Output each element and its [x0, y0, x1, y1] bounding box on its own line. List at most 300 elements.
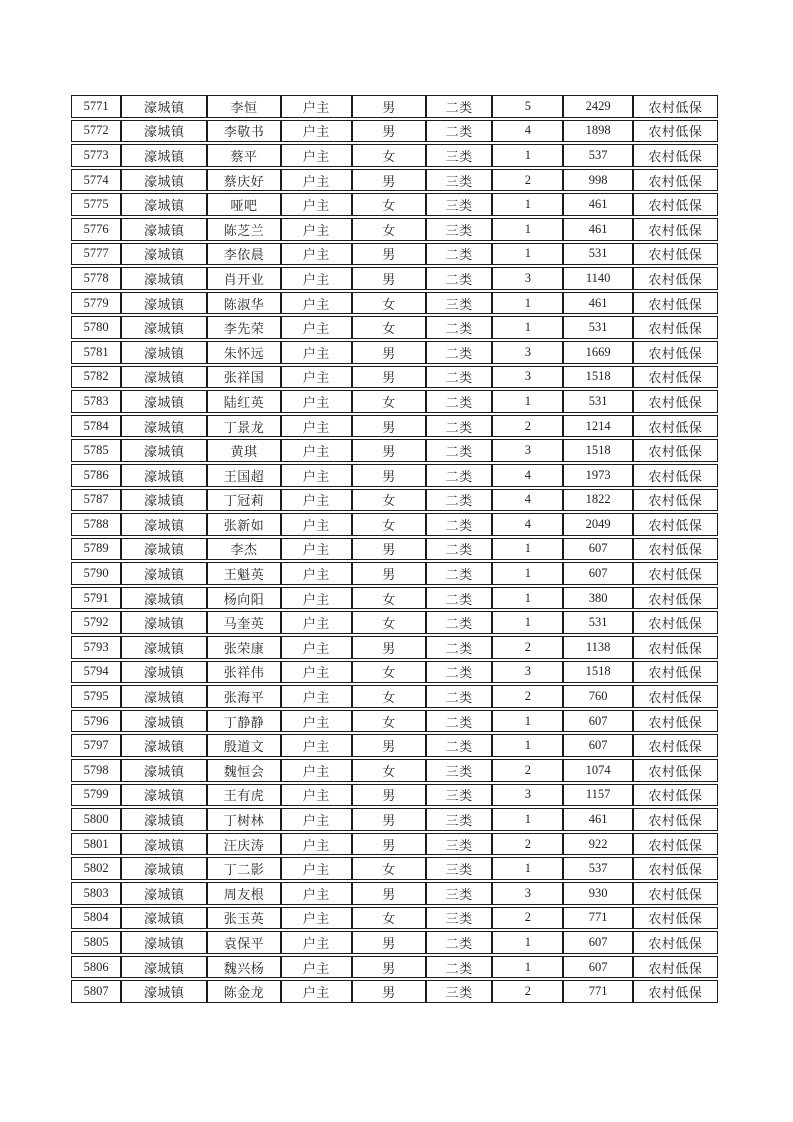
cell-relation: 户主: [281, 857, 352, 880]
cell-serial: 5789: [71, 538, 121, 561]
table-row: [71, 218, 718, 241]
cell-amount: 922: [563, 833, 632, 856]
cell-gender: 男: [352, 267, 426, 290]
table-row: [71, 734, 718, 757]
table-row: [71, 907, 718, 930]
cell-gender: 女: [352, 759, 426, 782]
cell-town: 濠城镇: [121, 857, 207, 880]
table-row: [71, 513, 718, 536]
cell-relation: 户主: [281, 267, 352, 290]
cell-amount: 607: [563, 734, 632, 757]
cell-serial: 5799: [71, 784, 121, 807]
cell-category: 二类: [426, 562, 492, 585]
cell-name: 肖开业: [207, 267, 280, 290]
cell-name: 张海平: [207, 685, 280, 708]
cell-category: 二类: [426, 710, 492, 733]
cell-town: 濠城镇: [121, 464, 207, 487]
cell-welfare-type: 农村低保: [633, 636, 718, 659]
cell-serial: 5796: [71, 710, 121, 733]
cell-category: 二类: [426, 243, 492, 266]
cell-relation: 户主: [281, 661, 352, 684]
cell-welfare-type: 农村低保: [633, 857, 718, 880]
cell-town: 濠城镇: [121, 907, 207, 930]
table-row: [71, 710, 718, 733]
cell-welfare-type: 农村低保: [633, 489, 718, 512]
table-row: [71, 169, 718, 192]
cell-persons: 2: [492, 980, 563, 1003]
cell-persons: 4: [492, 464, 563, 487]
cell-amount: 531: [563, 316, 632, 339]
cell-persons: 1: [492, 857, 563, 880]
cell-name: 汪庆涛: [207, 833, 280, 856]
cell-category: 二类: [426, 611, 492, 634]
cell-amount: 537: [563, 144, 632, 167]
cell-persons: 1: [492, 956, 563, 979]
cell-town: 濠城镇: [121, 587, 207, 610]
table-row: [71, 390, 718, 413]
cell-town: 濠城镇: [121, 95, 207, 118]
cell-amount: 531: [563, 243, 632, 266]
cell-category: 三类: [426, 169, 492, 192]
cell-serial: 5803: [71, 882, 121, 905]
cell-persons: 4: [492, 120, 563, 143]
table-row: [71, 464, 718, 487]
cell-town: 濠城镇: [121, 562, 207, 585]
cell-relation: 户主: [281, 808, 352, 831]
cell-amount: 531: [563, 390, 632, 413]
cell-relation: 户主: [281, 636, 352, 659]
table-body: [71, 95, 718, 1003]
table-row: [71, 439, 718, 462]
cell-town: 濠城镇: [121, 292, 207, 315]
cell-name: 李先荣: [207, 316, 280, 339]
cell-name: 陈淑华: [207, 292, 280, 315]
cell-welfare-type: 农村低保: [633, 439, 718, 462]
cell-amount: 1214: [563, 415, 632, 438]
cell-category: 三类: [426, 980, 492, 1003]
cell-persons: 1: [492, 562, 563, 585]
cell-serial: 5790: [71, 562, 121, 585]
cell-welfare-type: 农村低保: [633, 538, 718, 561]
cell-name: 李恒: [207, 95, 280, 118]
cell-category: 三类: [426, 759, 492, 782]
cell-name: 丁静静: [207, 710, 280, 733]
cell-serial: 5802: [71, 857, 121, 880]
cell-amount: 1518: [563, 366, 632, 389]
cell-name: 殷道文: [207, 734, 280, 757]
table-row: [71, 685, 718, 708]
cell-town: 濠城镇: [121, 784, 207, 807]
cell-amount: 461: [563, 292, 632, 315]
cell-amount: 1518: [563, 439, 632, 462]
cell-amount: 771: [563, 980, 632, 1003]
cell-welfare-type: 农村低保: [633, 243, 718, 266]
cell-category: 二类: [426, 587, 492, 610]
cell-name: 丁冠莉: [207, 489, 280, 512]
cell-gender: 女: [352, 857, 426, 880]
cell-welfare-type: 农村低保: [633, 464, 718, 487]
cell-relation: 户主: [281, 956, 352, 979]
cell-serial: 5801: [71, 833, 121, 856]
cell-welfare-type: 农村低保: [633, 685, 718, 708]
cell-relation: 户主: [281, 759, 352, 782]
cell-persons: 3: [492, 439, 563, 462]
table-row: [71, 833, 718, 856]
cell-category: 二类: [426, 341, 492, 364]
table-row: [71, 243, 718, 266]
cell-town: 濠城镇: [121, 808, 207, 831]
cell-category: 二类: [426, 464, 492, 487]
cell-serial: 5798: [71, 759, 121, 782]
cell-relation: 户主: [281, 784, 352, 807]
cell-welfare-type: 农村低保: [633, 390, 718, 413]
cell-amount: 1138: [563, 636, 632, 659]
cell-serial: 5788: [71, 513, 121, 536]
cell-serial: 5773: [71, 144, 121, 167]
cell-persons: 2: [492, 907, 563, 930]
cell-amount: 380: [563, 587, 632, 610]
cell-gender: 男: [352, 956, 426, 979]
table-row: [71, 611, 718, 634]
table-row: [71, 882, 718, 905]
cell-gender: 女: [352, 390, 426, 413]
cell-relation: 户主: [281, 464, 352, 487]
cell-amount: 2049: [563, 513, 632, 536]
cell-amount: 1822: [563, 489, 632, 512]
cell-persons: 1: [492, 292, 563, 315]
cell-name: 魏兴杨: [207, 956, 280, 979]
cell-town: 濠城镇: [121, 661, 207, 684]
cell-welfare-type: 农村低保: [633, 513, 718, 536]
cell-gender: 女: [352, 685, 426, 708]
cell-town: 濠城镇: [121, 218, 207, 241]
cell-welfare-type: 农村低保: [633, 366, 718, 389]
cell-town: 濠城镇: [121, 120, 207, 143]
cell-persons: 1: [492, 931, 563, 954]
cell-welfare-type: 农村低保: [633, 193, 718, 216]
cell-gender: 女: [352, 193, 426, 216]
cell-category: 二类: [426, 95, 492, 118]
cell-amount: 1518: [563, 661, 632, 684]
cell-amount: 607: [563, 562, 632, 585]
table-row: [71, 636, 718, 659]
cell-gender: 男: [352, 120, 426, 143]
cell-gender: 女: [352, 218, 426, 241]
cell-amount: 461: [563, 218, 632, 241]
cell-category: 三类: [426, 193, 492, 216]
cell-category: 二类: [426, 267, 492, 290]
welfare-roster-table: [71, 93, 718, 1005]
cell-town: 濠城镇: [121, 513, 207, 536]
cell-serial: 5780: [71, 316, 121, 339]
cell-welfare-type: 农村低保: [633, 931, 718, 954]
cell-gender: 女: [352, 489, 426, 512]
cell-serial: 5791: [71, 587, 121, 610]
cell-welfare-type: 农村低保: [633, 882, 718, 905]
cell-persons: 1: [492, 218, 563, 241]
cell-town: 濠城镇: [121, 956, 207, 979]
cell-serial: 5776: [71, 218, 121, 241]
cell-relation: 户主: [281, 316, 352, 339]
cell-category: 二类: [426, 513, 492, 536]
cell-gender: 男: [352, 415, 426, 438]
cell-persons: 2: [492, 759, 563, 782]
cell-welfare-type: 农村低保: [633, 661, 718, 684]
cell-town: 濠城镇: [121, 193, 207, 216]
table-row: [71, 562, 718, 585]
cell-welfare-type: 农村低保: [633, 292, 718, 315]
cell-persons: 1: [492, 390, 563, 413]
cell-town: 濠城镇: [121, 144, 207, 167]
cell-amount: 607: [563, 956, 632, 979]
table-row: [71, 144, 718, 167]
table-row: [71, 931, 718, 954]
cell-town: 濠城镇: [121, 489, 207, 512]
cell-relation: 户主: [281, 169, 352, 192]
cell-serial: 5807: [71, 980, 121, 1003]
cell-persons: 2: [492, 169, 563, 192]
cell-welfare-type: 农村低保: [633, 759, 718, 782]
cell-gender: 男: [352, 808, 426, 831]
cell-category: 二类: [426, 931, 492, 954]
cell-amount: 930: [563, 882, 632, 905]
cell-persons: 1: [492, 587, 563, 610]
cell-welfare-type: 农村低保: [633, 267, 718, 290]
cell-welfare-type: 农村低保: [633, 734, 718, 757]
cell-relation: 户主: [281, 390, 352, 413]
cell-serial: 5784: [71, 415, 121, 438]
cell-welfare-type: 农村低保: [633, 415, 718, 438]
cell-persons: 1: [492, 193, 563, 216]
cell-name: 蔡平: [207, 144, 280, 167]
cell-gender: 男: [352, 784, 426, 807]
cell-category: 二类: [426, 316, 492, 339]
cell-amount: 537: [563, 857, 632, 880]
table-row: [71, 808, 718, 831]
cell-persons: 1: [492, 144, 563, 167]
cell-name: 周友根: [207, 882, 280, 905]
cell-gender: 男: [352, 833, 426, 856]
cell-relation: 户主: [281, 144, 352, 167]
cell-serial: 5777: [71, 243, 121, 266]
cell-relation: 户主: [281, 538, 352, 561]
cell-category: 二类: [426, 489, 492, 512]
cell-serial: 5797: [71, 734, 121, 757]
cell-welfare-type: 农村低保: [633, 611, 718, 634]
cell-serial: 5800: [71, 808, 121, 831]
cell-gender: 女: [352, 710, 426, 733]
cell-serial: 5782: [71, 366, 121, 389]
cell-category: 三类: [426, 144, 492, 167]
cell-relation: 户主: [281, 833, 352, 856]
cell-persons: 1: [492, 243, 563, 266]
cell-name: 李杰: [207, 538, 280, 561]
cell-amount: 1898: [563, 120, 632, 143]
cell-relation: 户主: [281, 685, 352, 708]
cell-relation: 户主: [281, 907, 352, 930]
cell-gender: 男: [352, 562, 426, 585]
table-row: [71, 759, 718, 782]
cell-gender: 女: [352, 292, 426, 315]
cell-name: 黄琪: [207, 439, 280, 462]
table-row: [71, 341, 718, 364]
cell-welfare-type: 农村低保: [633, 980, 718, 1003]
cell-persons: 3: [492, 882, 563, 905]
cell-town: 濠城镇: [121, 316, 207, 339]
cell-welfare-type: 农村低保: [633, 784, 718, 807]
cell-gender: 女: [352, 611, 426, 634]
cell-serial: 5804: [71, 907, 121, 930]
cell-relation: 户主: [281, 218, 352, 241]
cell-category: 三类: [426, 857, 492, 880]
cell-relation: 户主: [281, 562, 352, 585]
cell-amount: 1973: [563, 464, 632, 487]
cell-gender: 女: [352, 661, 426, 684]
cell-welfare-type: 农村低保: [633, 169, 718, 192]
cell-category: 二类: [426, 734, 492, 757]
cell-name: 朱怀远: [207, 341, 280, 364]
cell-serial: 5772: [71, 120, 121, 143]
cell-relation: 户主: [281, 931, 352, 954]
cell-town: 濠城镇: [121, 734, 207, 757]
cell-welfare-type: 农村低保: [633, 710, 718, 733]
cell-relation: 户主: [281, 439, 352, 462]
cell-serial: 5786: [71, 464, 121, 487]
table-row: [71, 587, 718, 610]
table-row: [71, 120, 718, 143]
cell-persons: 4: [492, 489, 563, 512]
cell-gender: 男: [352, 980, 426, 1003]
cell-persons: 1: [492, 611, 563, 634]
cell-town: 濠城镇: [121, 833, 207, 856]
table-row: [71, 415, 718, 438]
cell-welfare-type: 农村低保: [633, 144, 718, 167]
cell-relation: 户主: [281, 415, 352, 438]
cell-amount: 461: [563, 193, 632, 216]
cell-name: 哑吧: [207, 193, 280, 216]
cell-amount: 1157: [563, 784, 632, 807]
cell-persons: 2: [492, 833, 563, 856]
cell-gender: 男: [352, 734, 426, 757]
cell-serial: 5793: [71, 636, 121, 659]
cell-name: 陈芝兰: [207, 218, 280, 241]
cell-relation: 户主: [281, 611, 352, 634]
cell-welfare-type: 农村低保: [633, 341, 718, 364]
cell-name: 蔡庆好: [207, 169, 280, 192]
table-row: [71, 267, 718, 290]
cell-persons: 2: [492, 415, 563, 438]
cell-welfare-type: 农村低保: [633, 316, 718, 339]
cell-name: 丁二影: [207, 857, 280, 880]
cell-town: 濠城镇: [121, 980, 207, 1003]
cell-category: 二类: [426, 636, 492, 659]
table-row: [71, 95, 718, 118]
cell-persons: 2: [492, 636, 563, 659]
cell-persons: 1: [492, 538, 563, 561]
cell-welfare-type: 农村低保: [633, 956, 718, 979]
cell-category: 二类: [426, 366, 492, 389]
cell-town: 濠城镇: [121, 685, 207, 708]
cell-name: 张新如: [207, 513, 280, 536]
cell-welfare-type: 农村低保: [633, 218, 718, 241]
cell-welfare-type: 农村低保: [633, 808, 718, 831]
cell-gender: 男: [352, 464, 426, 487]
cell-town: 濠城镇: [121, 243, 207, 266]
cell-serial: 5785: [71, 439, 121, 462]
cell-category: 二类: [426, 538, 492, 561]
cell-category: 二类: [426, 439, 492, 462]
cell-town: 濠城镇: [121, 759, 207, 782]
cell-gender: 男: [352, 882, 426, 905]
cell-relation: 户主: [281, 193, 352, 216]
cell-town: 濠城镇: [121, 341, 207, 364]
cell-persons: 5: [492, 95, 563, 118]
cell-relation: 户主: [281, 341, 352, 364]
cell-gender: 男: [352, 636, 426, 659]
cell-relation: 户主: [281, 95, 352, 118]
table-row: [71, 784, 718, 807]
cell-welfare-type: 农村低保: [633, 95, 718, 118]
cell-persons: 3: [492, 341, 563, 364]
cell-name: 马奎英: [207, 611, 280, 634]
cell-serial: 5771: [71, 95, 121, 118]
table-row: [71, 661, 718, 684]
cell-town: 濠城镇: [121, 636, 207, 659]
cell-persons: 1: [492, 734, 563, 757]
cell-persons: 1: [492, 808, 563, 831]
cell-welfare-type: 农村低保: [633, 562, 718, 585]
cell-gender: 女: [352, 316, 426, 339]
cell-gender: 男: [352, 243, 426, 266]
cell-name: 王国超: [207, 464, 280, 487]
cell-gender: 男: [352, 366, 426, 389]
cell-relation: 户主: [281, 587, 352, 610]
cell-amount: 607: [563, 931, 632, 954]
cell-category: 二类: [426, 661, 492, 684]
cell-persons: 4: [492, 513, 563, 536]
cell-amount: 1140: [563, 267, 632, 290]
cell-relation: 户主: [281, 120, 352, 143]
cell-gender: 男: [352, 169, 426, 192]
cell-gender: 男: [352, 95, 426, 118]
cell-name: 王魁英: [207, 562, 280, 585]
cell-persons: 3: [492, 267, 563, 290]
cell-persons: 3: [492, 661, 563, 684]
cell-persons: 3: [492, 784, 563, 807]
cell-welfare-type: 农村低保: [633, 120, 718, 143]
table-row: [71, 489, 718, 512]
table-row: [71, 292, 718, 315]
cell-town: 濠城镇: [121, 538, 207, 561]
cell-name: 张荣康: [207, 636, 280, 659]
cell-name: 魏恒会: [207, 759, 280, 782]
cell-welfare-type: 农村低保: [633, 907, 718, 930]
cell-name: 袁保平: [207, 931, 280, 954]
cell-gender: 女: [352, 907, 426, 930]
cell-town: 濠城镇: [121, 611, 207, 634]
cell-name: 李敬书: [207, 120, 280, 143]
cell-serial: 5806: [71, 956, 121, 979]
cell-relation: 户主: [281, 882, 352, 905]
cell-category: 三类: [426, 833, 492, 856]
cell-town: 濠城镇: [121, 710, 207, 733]
table-row: [71, 193, 718, 216]
cell-serial: 5805: [71, 931, 121, 954]
cell-persons: 3: [492, 366, 563, 389]
cell-gender: 女: [352, 144, 426, 167]
cell-town: 濠城镇: [121, 882, 207, 905]
cell-relation: 户主: [281, 243, 352, 266]
